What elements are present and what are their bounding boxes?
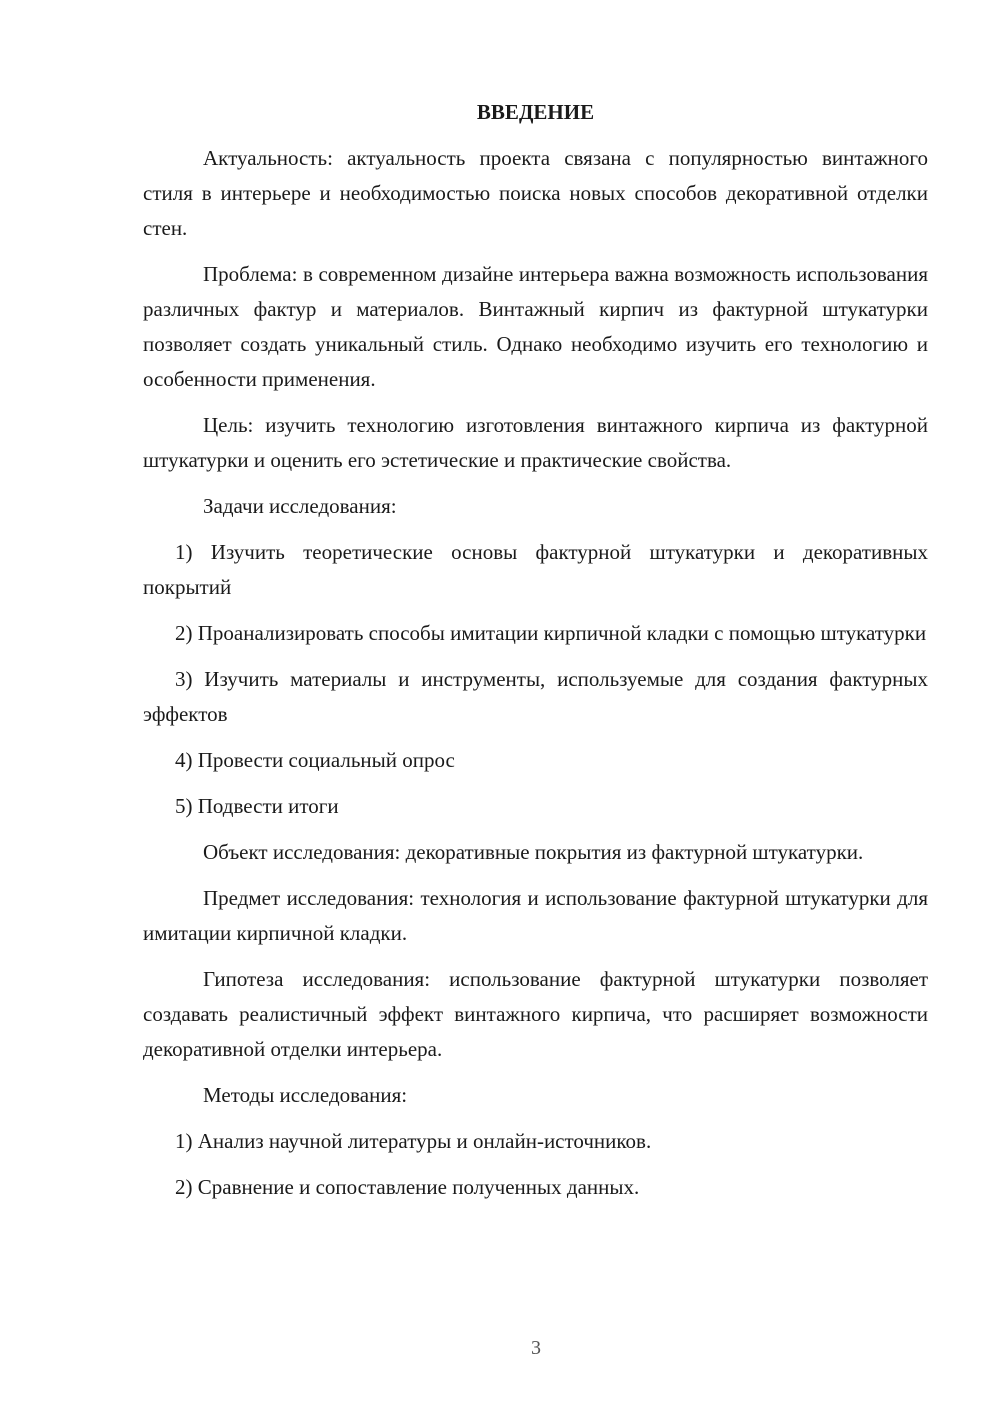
list-item: 2) Проанализировать способы имитации кирпичной кладки с помощью штукатурки (175, 621, 927, 645)
paragraph-tasks-heading: Задачи исследования: (203, 494, 397, 518)
list-item: 3) Изучить материалы и инструменты, используемые для создания фактурных эффектов (143, 667, 928, 726)
list-item: 5) Подвести итоги (175, 794, 339, 818)
list-item: 1) Изучить теоретические основы фактурной штукатурки и декоративных покрытий (143, 540, 928, 599)
paragraph-hypothesis: Гипотеза исследования: использование фактурной штукатурки позволяет создавать реалистичный эффект винтажного кирпича, что расширяет возможности декоративной отделки интерьера. (143, 967, 928, 1061)
paragraph-object: Объект исследования: декоративные покрытия из фактурной штукатурки. (203, 840, 864, 864)
paragraph-methods-heading: Методы исследования: (203, 1083, 408, 1107)
paragraph-subject: Предмет исследования: технология и использование фактурной штукатурки для имитации кирпичной кладки. (143, 886, 928, 945)
paragraph-relevance: Актуальность: актуальность проекта связана с популярностью винтажного стиля в интерьере и необходимостью поиска новых способов декоративной отделки стен. (143, 146, 928, 240)
list-item: 2) Сравнение и сопоставление полученных данных. (175, 1175, 640, 1199)
paragraph-problem: Проблема: в современном дизайне интерьера важна возможность использования различных фактур и материалов. Винтажный кирпич из фактурной штукатурки позволяет создать уникальный стиль. Однако необходимо изучить его технологию и особенности применения. (143, 262, 928, 391)
list-item: 1) Анализ научной литературы и онлайн-источников. (175, 1129, 652, 1153)
page-number: 3 (531, 1337, 541, 1359)
paragraph-goal: Цель: изучить технологию изготовления винтажного кирпича из фактурной штукатурки и оценить его эстетические и практические свойства. (143, 413, 928, 472)
document-page (143, 95, 928, 1216)
page-title: ВВЕДЕНИЕ (476, 100, 595, 124)
list-item: 4) Провести социальный опрос (175, 748, 455, 772)
